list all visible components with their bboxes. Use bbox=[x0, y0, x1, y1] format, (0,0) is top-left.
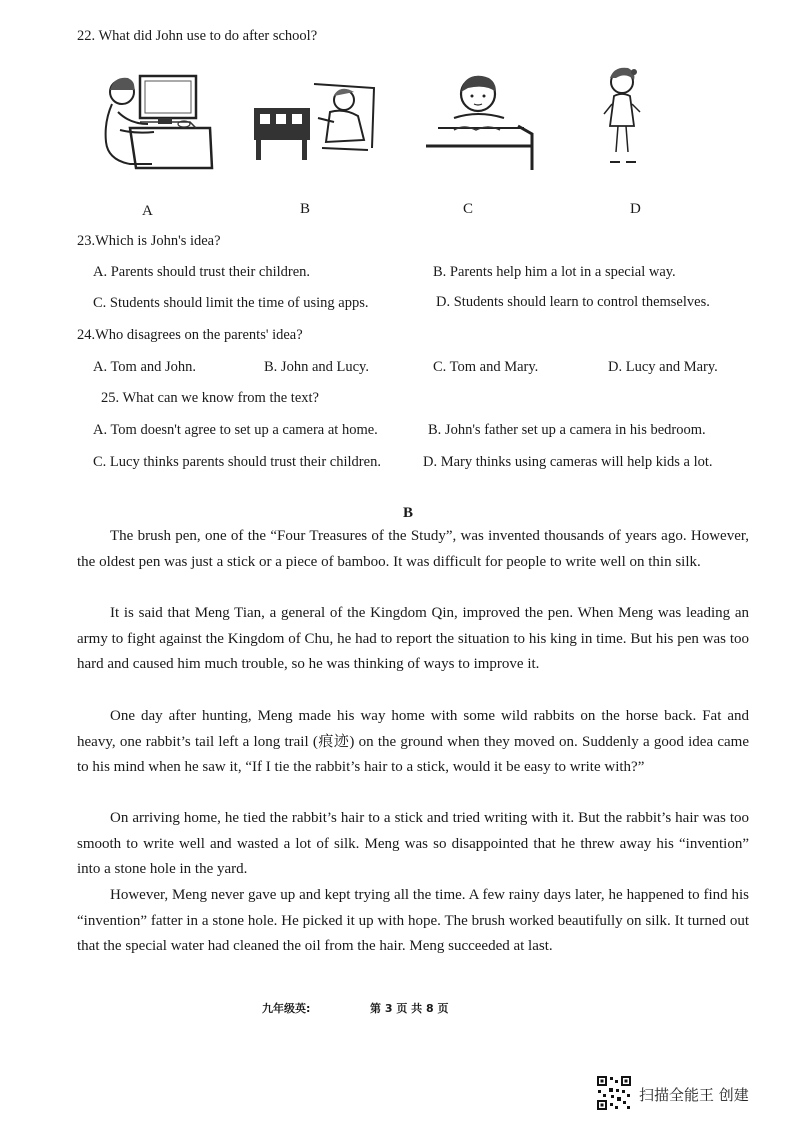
watermark-qr bbox=[596, 1075, 632, 1111]
q24-option-c: C. Tom and Mary. bbox=[433, 359, 539, 375]
picture-c bbox=[424, 70, 540, 176]
boy-reading-at-desk-icon bbox=[424, 70, 540, 176]
question-24: 24.Who disagrees on the parents' idea? bbox=[77, 327, 303, 343]
footer-page-number: 第 3 页 共 8 页 bbox=[370, 1002, 449, 1015]
picture-a bbox=[100, 72, 216, 172]
q25-option-c: C. Lucy thinks parents should trust their children. bbox=[93, 454, 381, 470]
paragraph-2: It is said that Meng Tian, a general of the Kingdom Qin, improved the pen. When Meng was leading an army to fight against the Kingdom of Chu, he had to report the situation to his king in time. But his pen was too hard and caused him much trouble, so he was thinking of ways to improve it. bbox=[77, 605, 749, 673]
boy-at-computer-icon bbox=[100, 72, 216, 172]
picture-b bbox=[250, 78, 378, 164]
girl-standing-icon bbox=[598, 64, 646, 168]
paragraph-4: On arriving home, he tied the rabbit’s hair to a stick and tried writing with it. But the rabbit’s hair was too smooth to write well and wasted a lot of silk. Meng was so disappointed that he threw away his “invention” into a stone hole in the yard. bbox=[77, 810, 749, 878]
q25-option-b: B. John's father set up a camera in his bedroom. bbox=[428, 422, 706, 438]
q23-option-d: D. Students should learn to control themselves. bbox=[436, 294, 710, 310]
girl-with-piano-icon bbox=[250, 78, 378, 164]
q25-option-a: A. Tom doesn't agree to set up a camera at home. bbox=[93, 422, 378, 438]
paragraph-1: The brush pen, one of the “Four Treasures of the Study”, was invented thousands of years ago. However, the oldest pen was just a stick or a piece of bamboo. It was difficult for people to write well on thin silk. bbox=[77, 528, 749, 570]
question-23: 23.Which is John's idea? bbox=[77, 233, 221, 249]
paragraph-3: One day after hunting, Meng made his way home with some wild rabbits on the horse back. Fat and heavy, one rabbit’s tail left a long trail (痕迹) on the ground when they moved on. Suddenly a good idea came to his mind when he saw it, “If I tie the rabbit’s hair to a stick, would it be easy to write with?” bbox=[77, 708, 749, 776]
question-25: 25. What can we know from the text? bbox=[101, 390, 319, 406]
picture-label-c: C bbox=[463, 201, 474, 217]
q23-option-a: A. Parents should trust their children. bbox=[93, 264, 311, 280]
q24-option-d: D. Lucy and Mary. bbox=[608, 359, 718, 375]
picture-label-b: B bbox=[300, 201, 311, 217]
footer-subject: 九年级英: bbox=[262, 1002, 311, 1015]
paragraph-5: However, Meng never gave up and kept trying all the time. A few rainy days later, he happened to find his “invention” fatter in a stone hole. He picked it up with hope. The brush worked beautifully on silk. It turned out that the special water had cleaned the oil from the hair. Meng succeeded at last. bbox=[77, 887, 749, 955]
picture-label-a: A bbox=[142, 203, 153, 219]
section-heading: B bbox=[403, 505, 414, 521]
q25-option-d: D. Mary thinks using cameras will help kids a lot. bbox=[423, 454, 713, 470]
q24-option-a: A. Tom and John. bbox=[93, 359, 197, 375]
qr-code-icon bbox=[596, 1075, 632, 1111]
q23-option-b: B. Parents help him a lot in a special way. bbox=[433, 264, 676, 280]
watermark-text: 扫描全能王 创建 bbox=[639, 1086, 749, 1104]
question-22: 22. What did John use to do after school? bbox=[77, 28, 318, 44]
picture-label-d: D bbox=[630, 201, 641, 217]
picture-d bbox=[598, 64, 646, 168]
q23-option-c: C. Students should limit the time of using apps. bbox=[93, 295, 369, 311]
q24-option-b: B. John and Lucy. bbox=[264, 359, 369, 375]
